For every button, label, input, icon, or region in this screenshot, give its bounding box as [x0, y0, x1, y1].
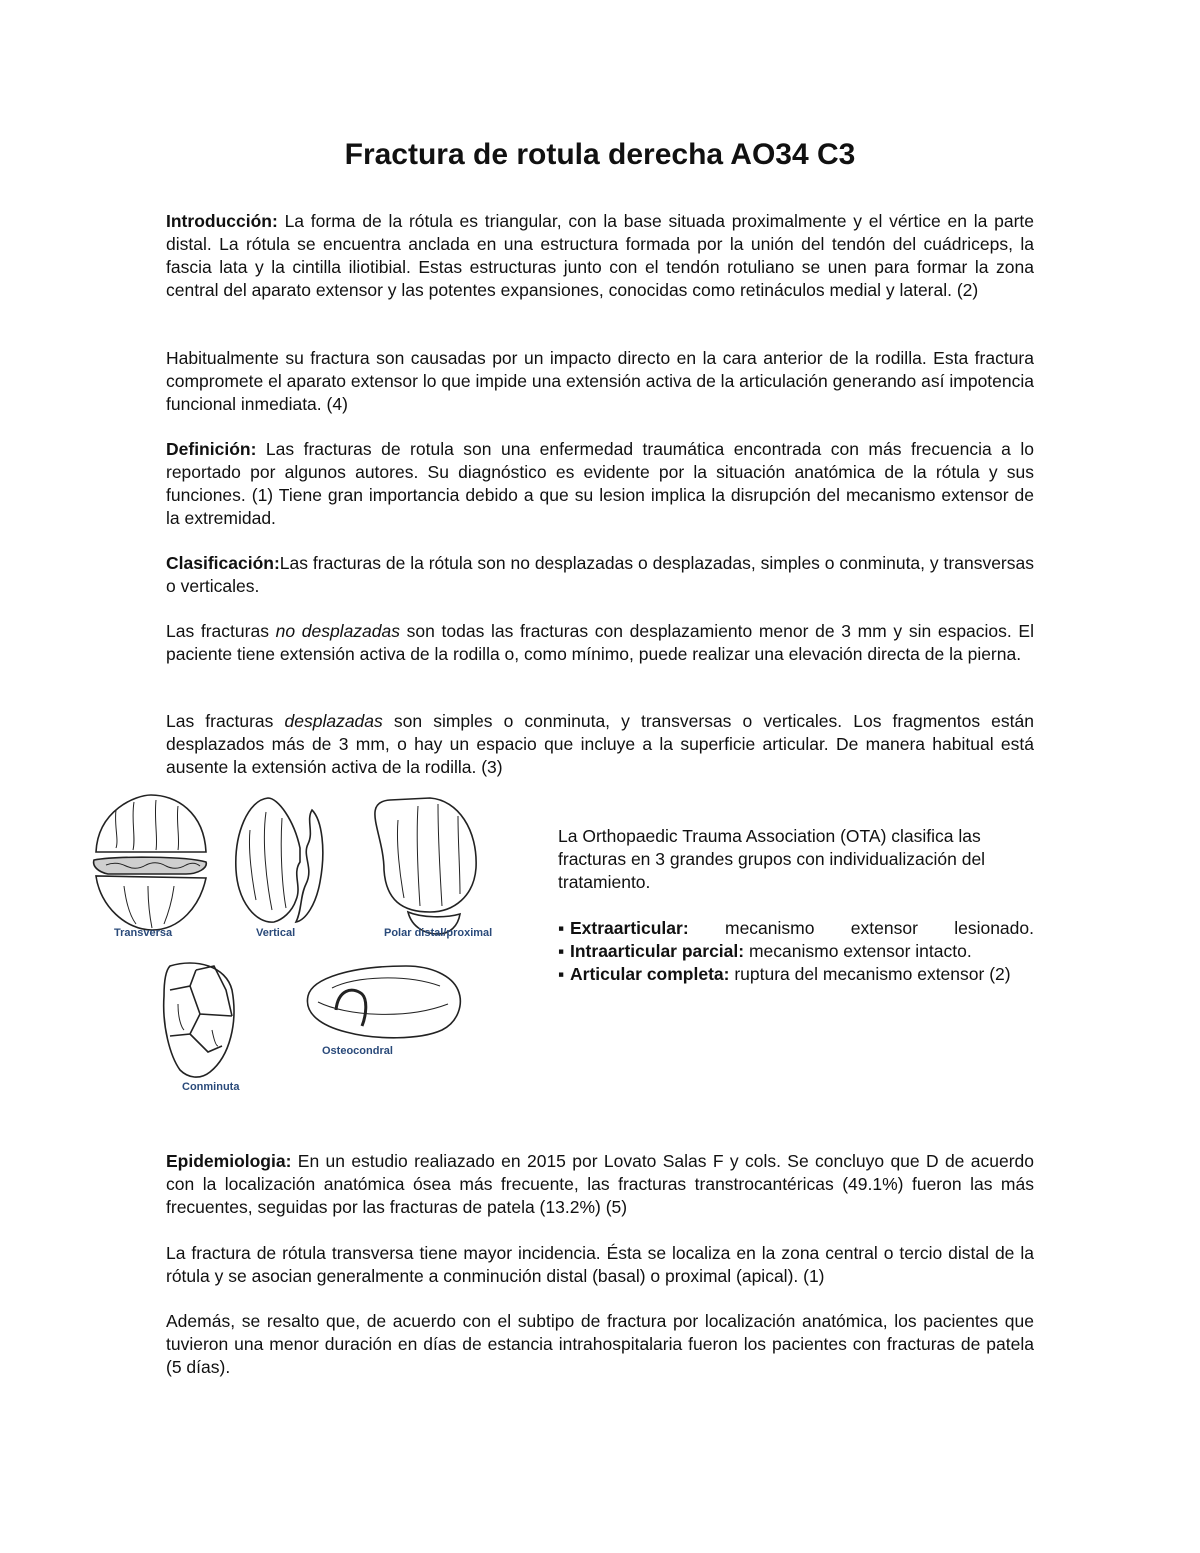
- definition-text: Las fracturas de rotula son una enfermedad traumática encontrada con más frecuencia a lo reportado por algunos autores. Su diagnóstico es evidente por la situación anatómica de la rótula y sus funciones. (1) Tiene gran importancia debido a que su lesion implica la disrupción del mecanismo extensor de la extremidad.: [166, 439, 1034, 528]
- page-title: Fractura de rotula derecha AO34 C3: [344, 138, 856, 171]
- habitual-paragraph: Habitualmente su fractura son causadas por un impacto directo en la cara anterior de la rodilla. Esta fractura compromete el aparato extensor lo que impide una extensión activa de la articulación generando así impotencia funcional inmediata. (4): [166, 348, 1034, 414]
- intro-text: La forma de la rótula es triangular, con la base situada proximalmente y el vértice en la parte distal. La rótula se encuentra anclada en una estructura formada por la unión del tendón del cuádriceps, la fascia lata y la cintilla iliotibial. Estas estructuras junto con el tendón rotuliano se unen para formar la zona central del aparato extensor y las potentes expansiones, conocidas como retináculos medial y lateral. (2): [166, 211, 1034, 300]
- epidemiology-paragraph: [166, 1150, 1034, 1219]
- label-vertical: Vertical: [256, 927, 296, 939]
- ota-item-extraarticular: [558, 917, 1034, 940]
- ota-item-articular-completa: [558, 963, 1034, 986]
- ota-item-text: ruptura del mecanismo extensor (2): [729, 964, 1011, 984]
- epidemiology-text: En un estudio realiazado en 2015 por Lovato Salas F y cols. Se concluyo que D de acuerdo con la localización anatómica ósea más frecuente, las fracturas transtrocantéricas (49.1%) fueron las más frecuentes, seguidas por las fracturas de patela (13.2%) (5): [166, 1151, 1034, 1217]
- non-displaced-pre: Las fracturas: [166, 621, 276, 641]
- ota-list: [558, 917, 1034, 986]
- displaced-pre: Las fracturas: [166, 711, 285, 731]
- bullet-icon: ▪: [558, 918, 565, 938]
- hospital-stay-paragraph: Además, se resalto que, de acuerdo con el subtipo de fractura por localización anatómica, los pacientes que tuvieron una menor duración en días de estancia intrahospitalaria fueron los pacientes con fracturas de patela (5 días).: [166, 1311, 1034, 1377]
- ota-item-intraarticular: [558, 940, 1034, 963]
- ota-item-text: mecanismo extensor lesionado.: [688, 918, 1034, 938]
- displaced-paragraph: [166, 710, 1034, 779]
- osteocondral-drawing: [307, 966, 460, 1038]
- intro-label: Introducción:: [166, 211, 278, 231]
- ota-item-label: Articular completa:: [570, 964, 730, 984]
- classification-paragraph: [166, 552, 1034, 598]
- ota-item-label: Intraarticular parcial:: [570, 941, 745, 961]
- definition-label: Definición:: [166, 439, 257, 459]
- patella-fracture-illustration: [86, 790, 506, 1100]
- classification-text: Las fracturas de la rótula son no desplazadas o desplazadas, simples o conminuta, y transversas o verticales.: [166, 553, 1034, 596]
- transverse-incidence-paragraph: La fractura de rótula transversa tiene mayor incidencia. Ésta se localiza en la zona central o tercio distal de la rótula y se asocian generalmente a conminución distal (basal) o proximal (apical). (1): [166, 1243, 1034, 1286]
- definition-paragraph: [166, 438, 1034, 530]
- bullet-icon: ▪: [558, 941, 565, 961]
- ota-classification: [558, 825, 1034, 986]
- classification-label: Clasificación:: [166, 553, 280, 573]
- label-transversa: Transversa: [114, 927, 173, 939]
- label-conminuta: Conminuta: [182, 1081, 240, 1093]
- polar-drawing: [375, 798, 476, 934]
- transversa-drawing: [94, 795, 207, 930]
- displaced-post: son simples o conminuta, y transversas o verticales. Los fragmentos están desplazados más de 3 mm, o hay un espacio que incluye a la superficie articular. De manera habitual está ausente la extensión activa de la rodilla. (3): [166, 711, 1034, 777]
- displaced-emphasis: desplazadas: [284, 711, 383, 731]
- non-displaced-emphasis: no desplazadas: [275, 621, 400, 641]
- non-displaced-post: son todas las fracturas con desplazamiento menor de 3 mm y sin espacios. El paciente tiene extensión activa de la rodilla o, como mínimo, puede realizar una elevación directa de la pierna.: [166, 621, 1034, 664]
- label-polar: Polar distal/proximal: [384, 927, 493, 939]
- intro-paragraph: [166, 210, 1034, 302]
- ota-intro: La Orthopaedic Trauma Association (OTA) clasifica las fracturas en 3 grandes grupos con individualización del tratamiento.: [558, 826, 986, 892]
- non-displaced-paragraph: [166, 620, 1034, 666]
- conminuta-drawing: [164, 963, 234, 1077]
- bullet-icon: ▪: [558, 964, 565, 984]
- epidemiology-label: Epidemiologia:: [166, 1151, 292, 1171]
- vertical-drawing: [236, 798, 323, 922]
- label-osteocondral: Osteocondral: [322, 1045, 393, 1057]
- ota-item-label: Extraarticular:: [570, 918, 689, 938]
- ota-item-text: mecanismo extensor intacto.: [744, 941, 972, 961]
